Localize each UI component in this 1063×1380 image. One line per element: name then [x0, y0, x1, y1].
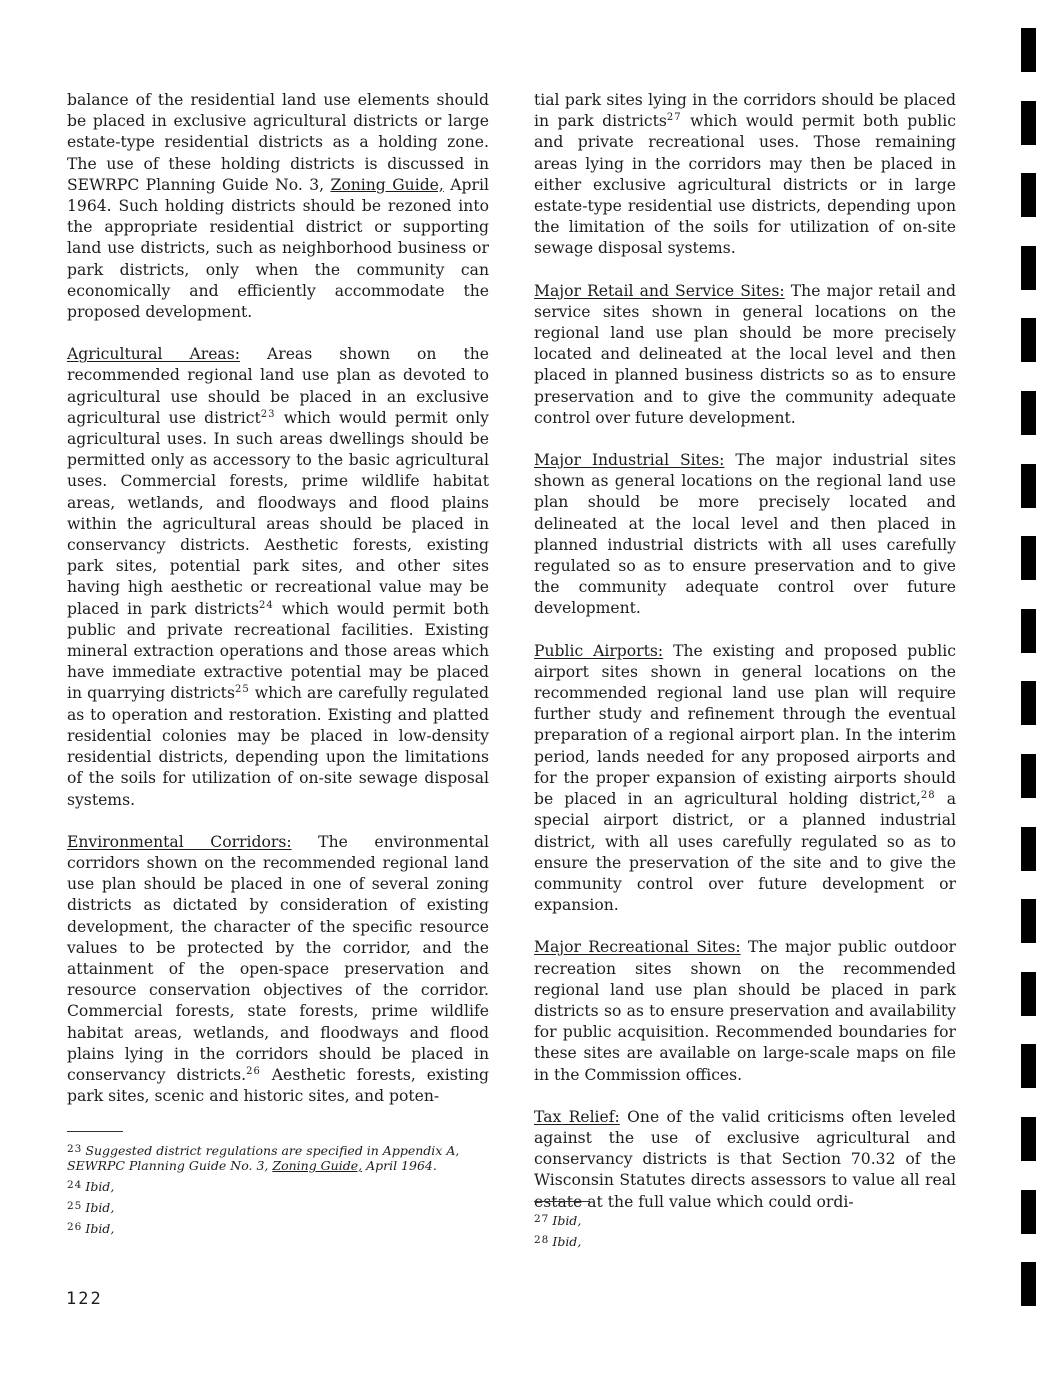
registration-mark: [1021, 101, 1036, 145]
paragraph-recreational-sites: Major Recreational Sites: The major public outdoor recreation sites shown on the recommended regional land use plan should be placed in park districts so as to ensure preservation and availability for public acquisition. Recommended boundaries for these sites are available on large-scale maps on file in the Commission offices.: [534, 938, 956, 1084]
heading-tax-relief: Tax Relief:: [534, 1107, 620, 1126]
registration-mark: [1021, 536, 1036, 580]
footnote-divider: [67, 1131, 123, 1132]
heading-recreational-sites: Major Recreational Sites:: [534, 938, 741, 957]
footnote-ref-25: 25: [234, 684, 250, 696]
left-column: [67, 90, 489, 1128]
registration-mark: [1021, 391, 1036, 435]
footnote-ref-27: 27: [666, 112, 682, 124]
paragraph-tax-relief: Tax Relief: One of the valid criticisms often leveled against the use of exclusive agricultural and conservancy districts is that Section 70.32 of the Wisconsin Statutes directs assessors to value all real estate at the full value which could ordi-: [534, 1107, 956, 1211]
footnote-23: $^{23}$ Suggested district regulations are specified in Appendix A, SEWRPC Planning Guide No. 3, Zoning Guide, April 1964.: [67, 1143, 460, 1173]
footnote-25: $^{25}$ Ibid,: [67, 1200, 115, 1215]
footnote-24: $^{24}$ Ibid,: [67, 1179, 115, 1194]
heading-public-airports: Public Airports:: [534, 641, 664, 660]
registration-mark: [1021, 464, 1036, 508]
registration-mark: [1021, 173, 1036, 217]
heading-industrial-sites: Major Industrial Sites:: [534, 451, 725, 470]
registration-mark: [1021, 972, 1036, 1016]
heading-environmental-corridors: Environmental Corridors:: [67, 832, 292, 851]
paragraph-environmental-corridors: Environmental Corridors: The environmental corridors shown on the recommended regional land use plan should be placed in one of several zoning districts as dictated by consideration of existing development, the character of the specific resource values to be protected by the corridor, and the attainment of the open-space preservation and resource conservation objectives of the corridor. Commercial forests, state forests, prime wildlife habitat areas, wetlands, and floodways and flood plains lying in the corridors should be placed in conservancy districts.$^{26}$ Aesthetic forests, existing park sites, scenic and historic sites, and poten-: [67, 832, 489, 1106]
registration-mark: [1021, 899, 1036, 943]
paragraph-park-sites: tial park sites lying in the corridors should be placed in park districts$^{27}$ which would permit both public and private recreational uses. Those remaining areas lying in the corridors may then be placed in either exclusive agricultural districts or in large estate-type residential use districts, depending upon the limitation of the soils for utilization of on-site sewage disposal systems.: [534, 91, 956, 258]
right-column: [534, 90, 956, 1234]
registration-mark: [1021, 1044, 1036, 1088]
paragraph-holding-districts: balance of the residential land use elements should be placed in exclusive agricultural districts or large estate-type residential districts as a holding zone. The use of these holding districts is discussed in SEWRPC Planning Guide No. 3, Zoning Guide, April 1964. Such holding districts should be rezoned into the appropriate residential district or supporting land use districts, such as neighborhood business or park districts, only when the community can economically and efficiently accommodate the proposed development.: [67, 91, 489, 322]
registration-mark: [1021, 1117, 1036, 1161]
footnote-ref-26: 26: [246, 1065, 261, 1077]
footnote-28: $^{28}$ Ibid,: [534, 1234, 582, 1249]
heading-retail-service-sites: Major Retail and Service Sites:: [534, 281, 785, 300]
footnotes-right: [534, 1201, 734, 1254]
registration-mark: [1021, 609, 1036, 653]
heading-agricultural-areas: Agricultural Areas:: [67, 345, 240, 364]
paragraph-agricultural-areas: Agricultural Areas: Areas shown on the recommended regional land use plan as devoted to agricultural use should be placed in an exclusive agricultural use district$^{23}$ which would permit only agricultural uses. In such areas dwellings should be permitted only as accessory to the basic agricultural uses. Commercial forests, prime wildlife habitat areas, wetlands, and floodways and flood plains within the agricultural areas should be placed in conservancy districts. Aesthetic forests, existing park sites, potential park sites, and other sites having high aesthetic or recreational value may be placed in park districts$^{24}$ which would permit both public and private recreational facilities. Existing mineral extraction operations and those areas which have immediate extractive potential may be placed in quarrying districts$^{25}$ which are carefully regulated as to operation and restoration. Existing and platted residential colonies may be placed in low-density residential districts, depending upon the limitations of the soils for utilization of on-site sewage disposal systems.: [67, 345, 489, 809]
footnote-26: $^{26}$ Ibid,: [67, 1221, 115, 1236]
paragraph-public-airports: Public Airports: The existing and proposed public airport sites shown in general locations on the recommended regional land use plan will require further study and refinement through the eventual preparation of a regional airport plan. In the interim period, lands needed for any proposed airports and for the proper expansion of existing airports should be placed in an agricultural holding district,$^{28}$ a special airport district, or a planned industrial district, with all uses carefully regulated so as to ensure the preservation of the site and to give the community control over future development or expansion.: [534, 641, 956, 915]
registration-mark: [1021, 246, 1036, 290]
registration-mark: [1021, 28, 1036, 72]
footnote-27: $^{27}$ Ibid,: [534, 1213, 582, 1228]
zoning-guide-reference: Zoning Guide,: [330, 175, 444, 194]
registration-marks: [1021, 28, 1036, 1378]
registration-mark: [1021, 318, 1036, 362]
registration-mark: [1021, 827, 1036, 871]
paragraph-industrial-sites: Major Industrial Sites: The major industrial sites shown as general locations on the regional land use plan should be more precisely located and delineated at the local level and then placed in planned industrial districts with all uses carefully regulated so as to ensure preservation and to give the community adequate control over future development.: [534, 451, 956, 618]
registration-mark: [1021, 1262, 1036, 1306]
footnote-ref-24: 24: [259, 599, 274, 611]
footnote-ref-28: 28: [920, 790, 936, 802]
footnotes-left: [67, 1131, 489, 1241]
registration-mark: [1021, 754, 1036, 798]
registration-mark: [1021, 681, 1036, 725]
footnote-divider: [534, 1201, 590, 1202]
page-number: 122: [66, 1289, 103, 1309]
footnote-ref-23: 23: [260, 408, 276, 420]
paragraph-retail-service-sites: Major Retail and Service Sites: The major retail and service sites shown in general locations on the regional land use plan should be more precisely located and delineated at the local level and then placed in planned business districts so as to ensure preservation and to give the community adequate control over future development.: [534, 281, 956, 427]
registration-mark: [1021, 1190, 1036, 1234]
